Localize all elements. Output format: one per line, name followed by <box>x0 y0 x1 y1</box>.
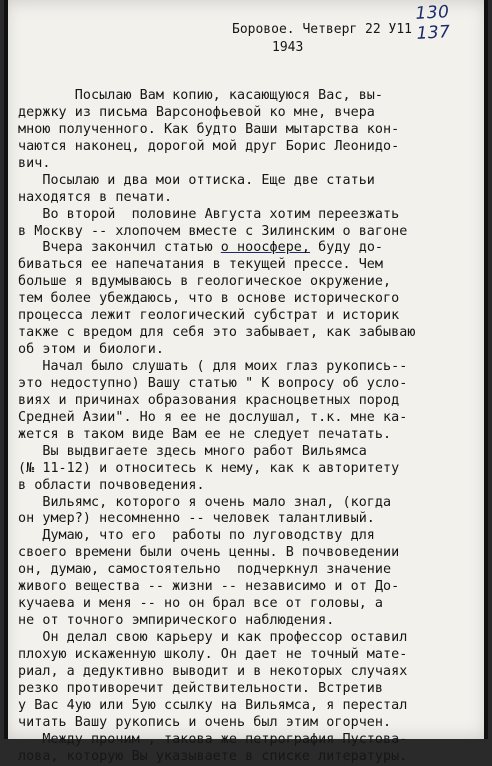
scan-edge-left <box>4 0 8 739</box>
text-line: мною полученного. Как будто Ваши мытарства кон- <box>18 121 400 137</box>
underlined-phrase: о ноосфере, <box>220 240 311 256</box>
text-line: тем более убеждаюсь, что в основе исторического <box>18 291 400 307</box>
text-line: не от точного эмпирического наблюдения. <box>18 613 335 629</box>
text-line: плохую искаженную школу. Он дает не точный мате- <box>18 646 408 662</box>
text-line: лова, которую Вы указываете в списке литературы. <box>18 748 408 764</box>
scan-edge-right <box>484 0 488 739</box>
text-line: живого вещества -- жизни -- независимо и от До- <box>18 579 400 595</box>
archive-number: 130 137 <box>415 2 452 44</box>
text-line: виях и причинах образования красноцветных пород <box>18 392 400 408</box>
text-line: Посылаю Вам копию, касающуюся Вас, вы- <box>18 88 384 103</box>
text-line: Средней Азии". Но я ее не дослушал, т.к. мне ка- <box>18 409 408 425</box>
text-line: Он делал свою карьеру и как профессор оставил <box>18 630 408 645</box>
text-line: в Москву -- хлопочем вместе с Зилинским о вагоне <box>18 223 408 239</box>
text-line: он умер?) несомненно -- человек талантливый. <box>18 511 375 527</box>
text-line: Посылаю и два мои оттиска. Еще две статьи <box>18 172 375 188</box>
text-line: также с вредом для себя это забывает, как забываю <box>18 325 416 341</box>
text-line: жется в таком виде Вам ее не следует печатать. <box>18 426 392 442</box>
text-line: (№ 11-12) и относитесь к нему, как к авторитету <box>18 460 400 476</box>
text-line: читать Вашу рукопись и очень был этим огорчен. <box>18 714 392 730</box>
letter-page <box>4 0 488 764</box>
text-line: находятся в печати. <box>18 189 173 205</box>
text-line: вич. <box>18 155 51 171</box>
letter-year: 1943 <box>272 40 304 55</box>
text-line: Вы выдвигаете здесь много работ Вильямса <box>18 443 367 459</box>
text-line: Во второй половине Августа хотим переезжать <box>18 206 400 222</box>
text-line: своего времени были очень ценны. В почвоведении <box>18 545 400 561</box>
text-line: чаются наконец, дорогой мой друг Борис Леонидо- <box>18 138 400 154</box>
text-line: резко противоречит действительности. Встретив <box>18 680 384 696</box>
letter-place-date: Боровое. Четверг 22 У11 <box>232 22 413 37</box>
text-line: у Вас 4ую или 5ую ссылку на Вильямса, я перестал <box>18 697 408 713</box>
text-line: это недоступно) Вашу статью " К вопросу об усло- <box>18 375 408 391</box>
text-line: больше я вдумываюсь в геологическое окружение, <box>18 274 392 290</box>
text-line: об этом и биологи. <box>18 342 165 358</box>
text-line: биваться ее напечатания в текущей прессе. Чем <box>18 257 384 273</box>
text-line: Думаю, что его работы по луговодству для <box>18 528 375 544</box>
text-line: держку из письма Варсонофьевой ко мне, вчера <box>18 104 375 120</box>
text-line: Вильямс, которого я очень мало знал, (когда <box>18 494 392 510</box>
letter-body <box>18 88 490 766</box>
text-line: риал, а дедуктивно выводит и в некоторых случаях <box>18 663 408 679</box>
text-line: в области почвоведения. <box>18 477 205 493</box>
text-line: кучаева и меня -- но он брал все от головы, а <box>18 596 384 612</box>
text-line: Между прочим , такова же петрография Пустова- <box>18 731 408 747</box>
text-line: процесса лежит геологический субстрат и историк <box>18 308 400 324</box>
text-line: он, думаю, самостоятельно подчеркнул значение <box>18 562 392 578</box>
text-line: Начал было слушать ( для моих глаз рукопись-- <box>18 359 408 374</box>
text-line: Вчера закончил статью о ноосфере, буду до- <box>18 240 384 256</box>
